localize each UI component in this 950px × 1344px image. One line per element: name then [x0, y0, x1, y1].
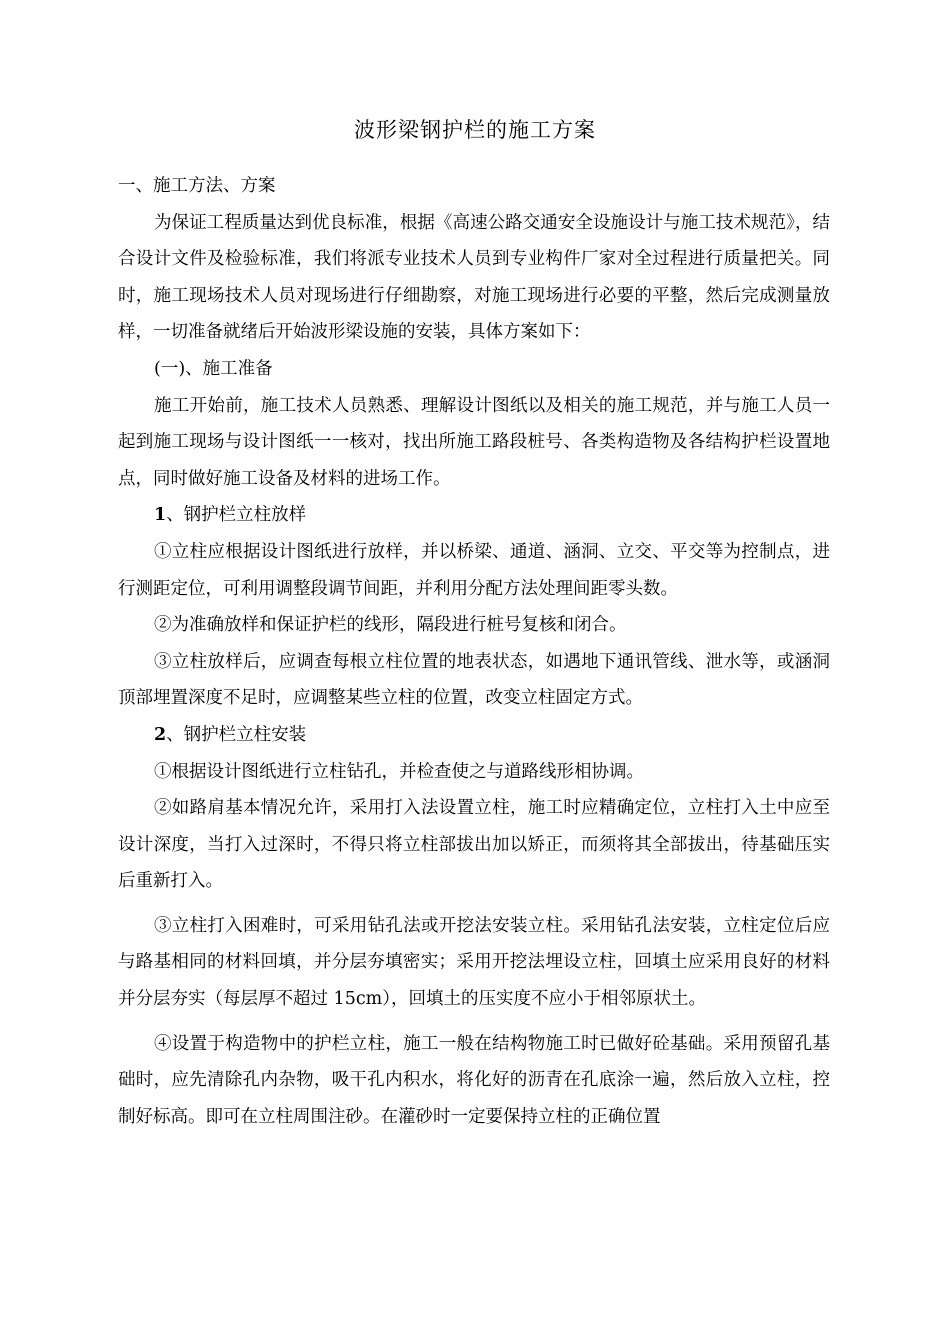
item-heading-column-layout: [118, 497, 830, 534]
paragraph-install-1: ①根据设计图纸进行立柱钻孔，并检查使之与道路线形相协调。: [154, 761, 644, 782]
item-number: 2: [154, 724, 167, 745]
item-heading-text: 、钢护栏立柱放样: [166, 505, 307, 526]
document-body: [118, 168, 830, 1135]
paragraph-install-4: ④设置于构造物中的护栏立柱，施工一般在结构物施工时已做好砼基础。采用预留孔基础时，应先清除孔内杂物，吸干孔内积水，将化好的沥青在孔底涂一遍，然后放入立柱，控制好标高。即可在立柱周围注砂。在灌砂时一定要保持立柱的正确位置: [118, 1033, 830, 1127]
paragraph-install-3: ③立柱打入困难时，可采用钻孔法或开挖法安装立柱。采用钻孔法安装，立柱定位后应与路基相同的材料回填，并分层夯填密实；采用开挖法埋设立柱，回填土应采用良好的材料并分层夯实（每层厚不超过 15cm），回填土的压实度不应小于相邻原状土。: [118, 915, 830, 1010]
item-heading-column-installation: [118, 717, 830, 754]
paragraph-install-2: ②如路肩基本情况允许，采用打入法设置立柱，施工时应精确定位，立柱打入土中应至设计深度，当打入过深时，不得只将立柱部拔出加以矫正，而须将其全部拔出，待基础压实后重新打入。: [118, 798, 830, 892]
section-heading-construction-method: 一、施工方法、方案: [118, 176, 276, 196]
paragraph-preparation: 施工开始前，施工技术人员熟悉、理解设计图纸以及相关的施工规范，并与施工人员一起到施工现场与设计图纸一一核对，找出所施工路段桩号、各类构造物及各结构护栏设置地点，同时做好施工设备及材料的进场工作。: [118, 395, 830, 489]
document-title: 波形梁钢护栏的施工方案: [354, 118, 596, 142]
paragraph-intro: 为保证工程质量达到优良标准，根据《高速公路交通安全设施设计与施工技术规范》，结合设计文件及检验标准，我们将派专业技术人员到专业构件厂家对全过程进行质量把关。同时，施工现场技术人员对现场进行仔细勘察，对施工现场进行必要的平整，然后完成测量放样，一切准备就绪后开始波形梁设施的安装，具体方案如下：: [118, 212, 830, 343]
item-heading-text: 、钢护栏立柱安装: [166, 724, 307, 745]
paragraph-layout-2: ②为准确放样和保证护栏的线形，隔段进行桩号复核和闭合。: [154, 615, 627, 636]
paragraph-layout-1: ①立柱应根据设计图纸进行放样，并以桥梁、通道、涵洞、立交、平交等为控制点，进行测距定位，可利用调整段调节间距，并利用分配方法处理间距零头数。: [118, 541, 830, 599]
subsection-heading-preparation: (一)、施工准备: [154, 358, 273, 379]
paragraph-layout-3: ③立柱放样后，应调查每根立柱位置的地表状态，如遇地下通讯管线、泄水等，或涵洞顶部埋置深度不足时，应调整某些立柱的位置，改变立柱固定方式。: [118, 651, 830, 709]
item-number: 1: [154, 505, 167, 526]
